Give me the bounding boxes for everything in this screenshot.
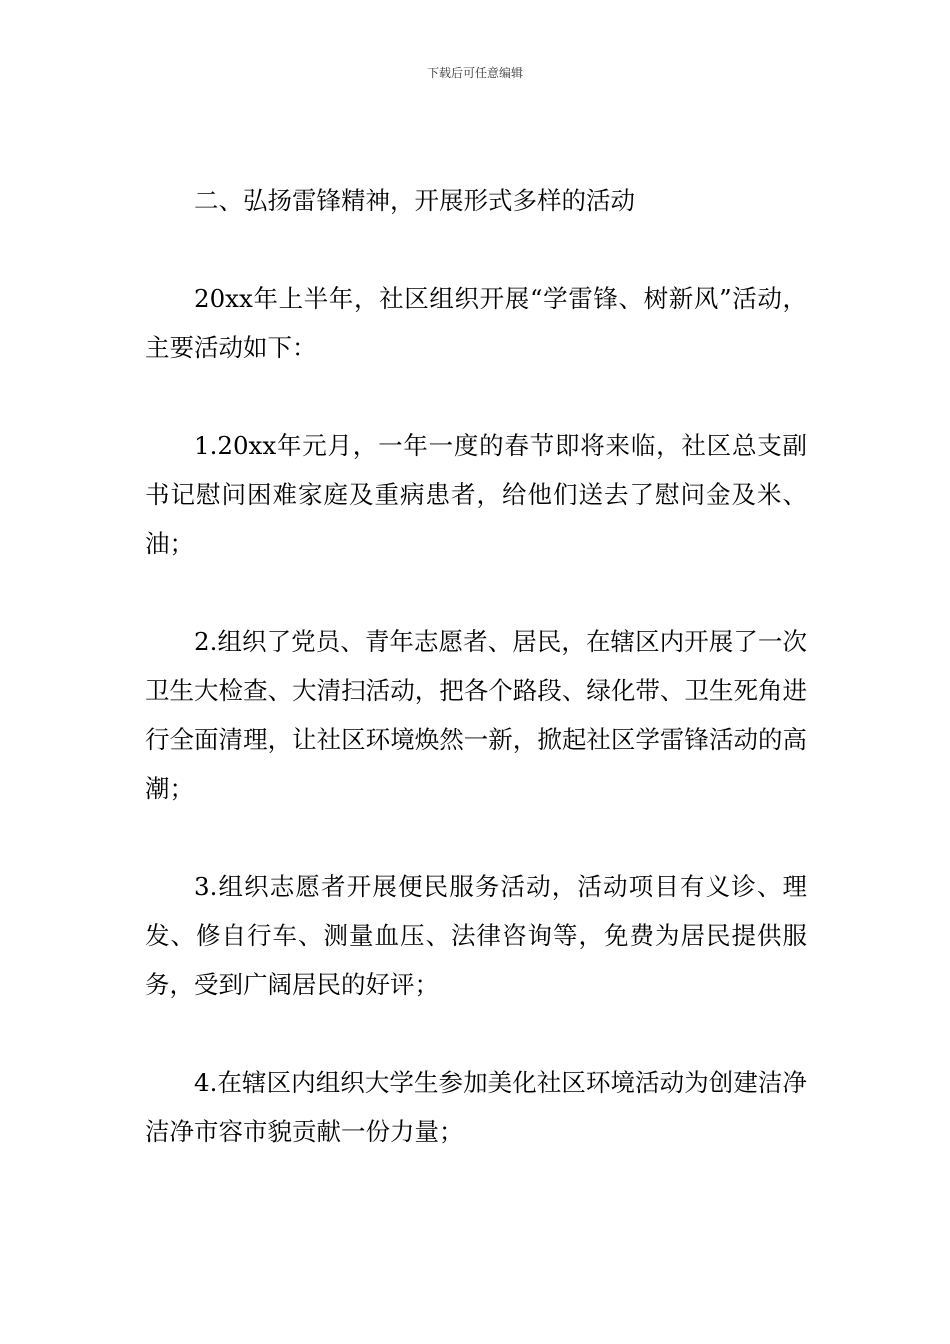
list-item: 3.组织志愿者开展便民服务活动，活动项目有义诊、理发、修自行车、测量血压、法律咨询等，免费为居民提供服务，受到广阔居民的好评； xyxy=(145,872,807,999)
document-body xyxy=(145,176,807,1205)
list-item: 1.20xx年元月，一年一度的春节即将来临，社区总支副书记慰问困难家庭及重病患者，给他们送去了慰问金及米、油； xyxy=(145,431,807,558)
list-item: 4.在辖区内组织大学生参加美化社区环境活动为创建洁净洁净市容市貌贡献一份力量； xyxy=(145,1068,807,1146)
intro-paragraph: 20xx年上半年，社区组织开展“学雷锋、树新风”活动，主要活动如下： xyxy=(145,284,807,362)
section-heading: 二、弘扬雷锋精神，开展形式多样的活动 xyxy=(194,186,635,215)
page-header-note: 下载后可任意编辑 xyxy=(426,66,523,80)
list-item: 2.组织了党员、青年志愿者、居民，在辖区内开展了一次卫生大检查、大清扫活动，把各个路段、绿化带、卫生死角进行全面清理，让社区环境焕然一新，掀起社区学雷锋活动的高潮； xyxy=(145,627,807,803)
